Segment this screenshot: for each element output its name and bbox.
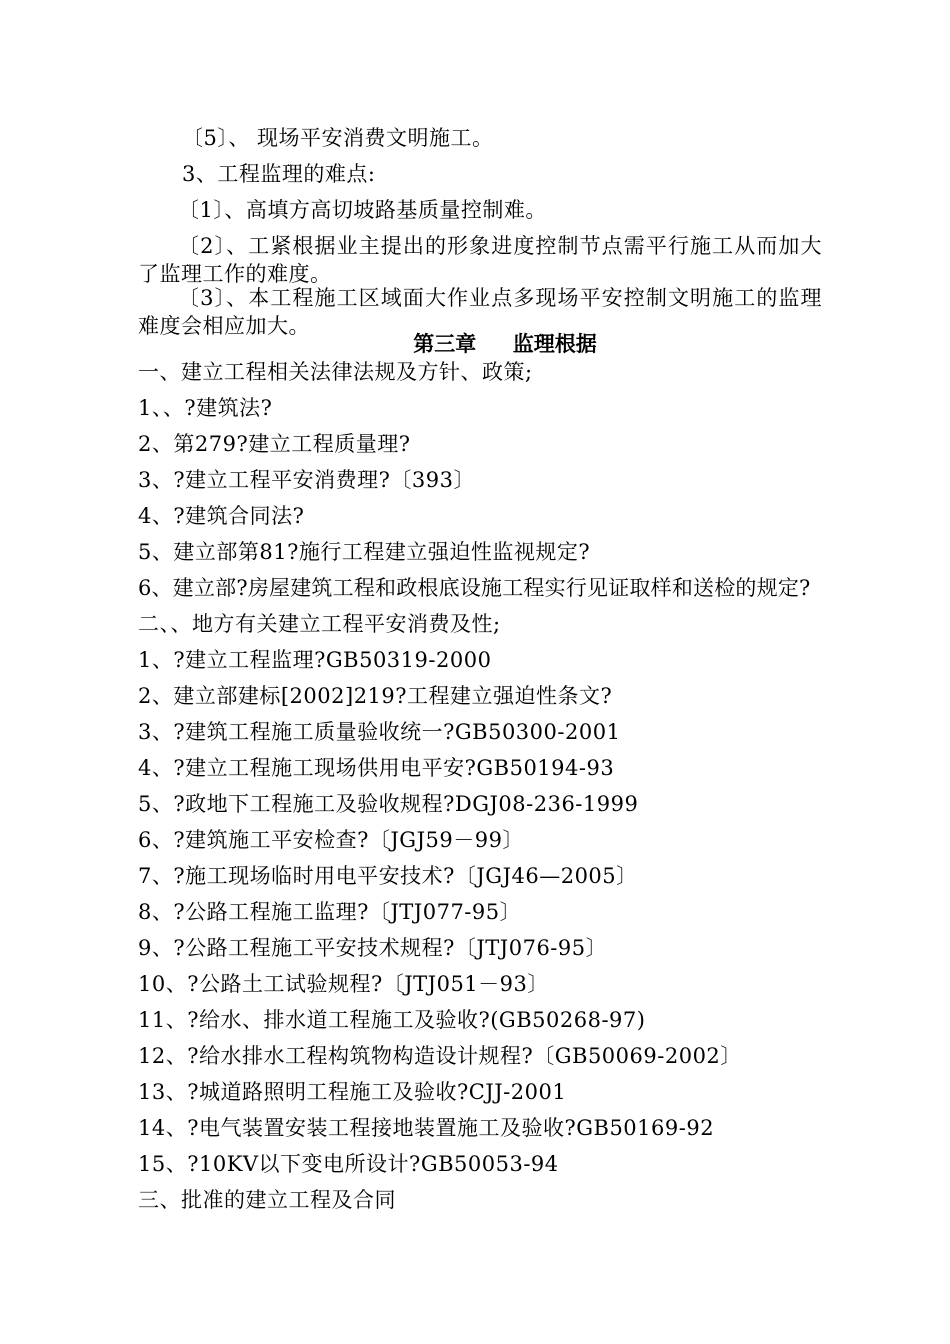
section-1-item: 4、?建筑合同法? [138,504,305,528]
section-2-item: 7、?施工现场临时用电平安技术?〔JGJ46—2005〕 [138,864,638,888]
section-2-item: 15、?10KV以下变电所设计?GB50053-94 [138,1152,559,1176]
section-2-item: 13、?城道路照明工程施工及验收?CJJ-2001 [138,1080,567,1104]
difficulty-item-2: 〔2〕、工紧根据业主提出的形象进度控制节点需平行施工从而加大了监理工作的难度。 [138,234,822,286]
section-2-heading: 二、、地方有关建立工程平安消费及性; [138,612,501,636]
difficulty-item-3: 〔3〕、本工程施工区域面大作业点多现场平安控制文明施工的监理难度会相应加大。 [138,286,822,338]
section-2-item: 3、?建筑工程施工质量验收统一?GB50300-2001 [138,720,621,744]
section-2-item: 1、?建立工程监理?GB50319-2000 [138,648,492,672]
difficulty-heading: 3、工程监理的难点: [182,162,376,186]
section-2-item: 8、?公路工程施工监理?〔JTJ077-95〕 [138,900,522,924]
section-2-item: 6、?建筑施工平安检查?〔JGJ59－99〕 [138,828,524,852]
section-1-item: 3、?建立工程平安消费理?〔393〕 [138,468,475,492]
section-1-item: 5、建立部第81?施行工程建立强迫性监视规定? [138,540,591,564]
difficulty-item-1: 〔1〕、高填方高切坡路基质量控制难。 [178,198,547,222]
section-2-item: 9、?公路工程施工平安技术规程?〔JTJ076-95〕 [138,936,608,960]
section-2-item: 5、?政地下工程施工及验收规程?DGJ08-236-1999 [138,792,639,816]
section-2-item: 2、建立部建标[2002]219?工程建立强迫性条文? [138,684,613,708]
section-2-item: 14、?电气装置安装工程接地装置施工及验收?GB50169-92 [138,1116,715,1140]
section-1-item: 2、第279?建立工程质量理? [138,432,411,456]
section-2-item: 4、?建立工程施工现场供用电平安?GB50194-93 [138,756,615,780]
section-1-item: 6、建立部?房屋建筑工程和政根底设施工程实行见证取样和送检的规定? [138,576,811,600]
section-2-item: 12、?给水排水工程构筑物构造设计规程?〔GB50069-2002〕 [138,1044,742,1068]
intro-item-5: 〔5〕、 现场平安消费文明施工。 [182,126,494,150]
section-2-item: 11、?给水、排水道工程施工及验收?(GB50268-97) [138,1008,646,1032]
section-3-heading: 三、批准的建立工程及合同 [138,1188,396,1212]
section-2-item: 10、?公路土工试验规程?〔JTJ051－93〕 [138,972,549,996]
chapter-title: 第三章 监理根据 [413,332,597,356]
section-1-item: 1、、?建筑法? [138,396,273,420]
section-1-heading: 一、建立工程相关法律法规及方针、政策; [138,360,533,384]
